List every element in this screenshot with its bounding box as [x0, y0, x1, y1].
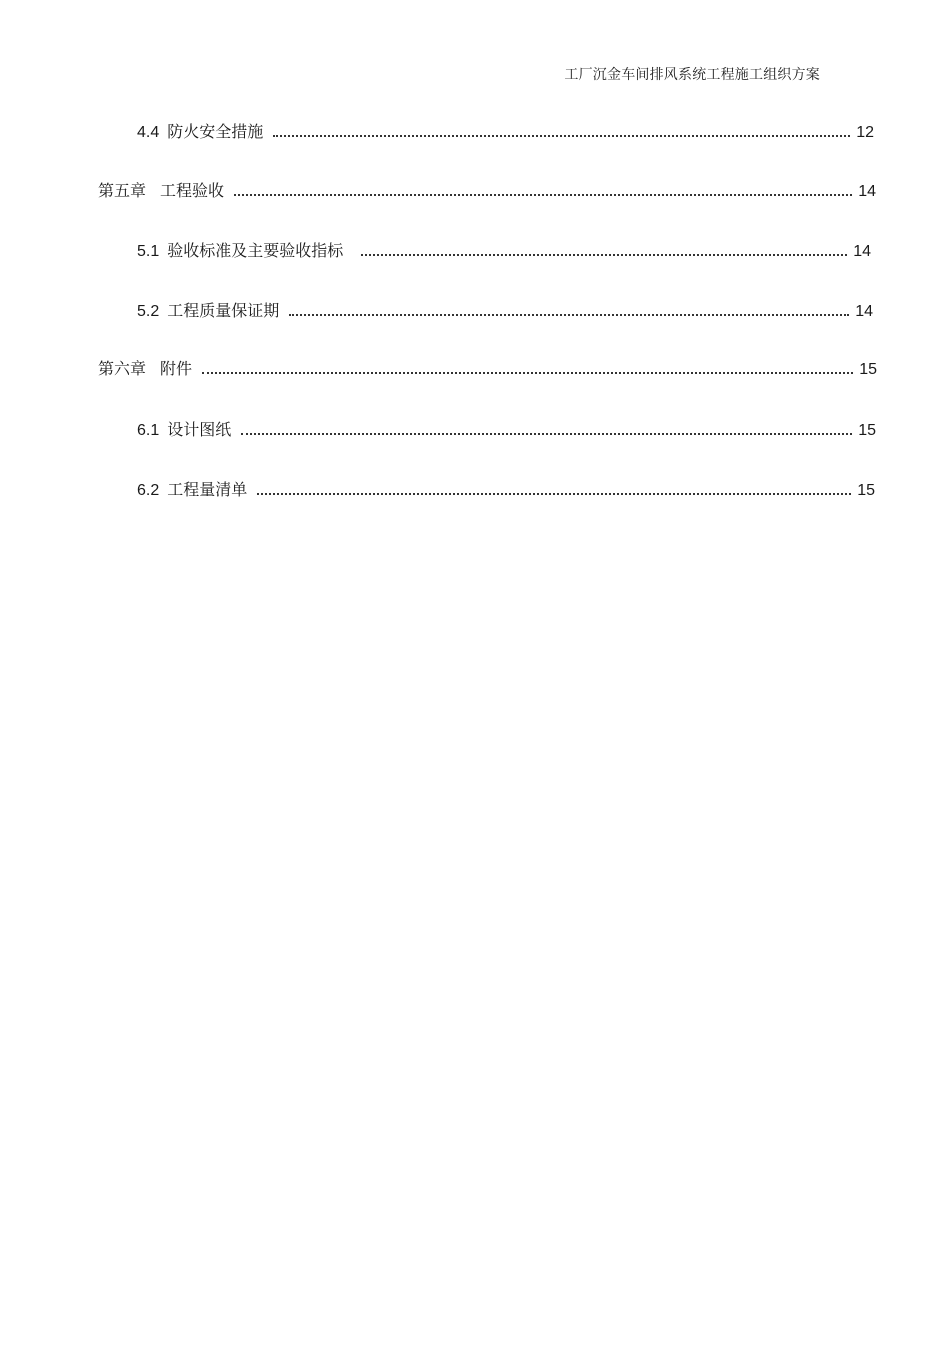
toc-entry-6-1[interactable]: [137, 419, 876, 441]
toc-entry-page: 14: [855, 303, 873, 320]
toc-entry-label: [137, 480, 257, 501]
dot-leader: [289, 300, 849, 316]
toc-entry-page: 14: [853, 243, 871, 260]
toc-entry-page: 15: [857, 482, 875, 499]
toc-entry-chapter-prefix: 第六章: [98, 359, 147, 378]
toc-entry-5-2[interactable]: [137, 300, 873, 322]
toc-entry-number: 4.4: [137, 124, 160, 141]
dot-leader: [234, 180, 852, 196]
toc-entry-title: 工程验收: [160, 181, 225, 200]
toc-entry-number: 6.2: [137, 482, 160, 499]
dot-leader: [361, 240, 847, 256]
toc-entry-label: [137, 122, 273, 143]
toc-entry-title: 设计图纸: [167, 420, 232, 439]
toc-entry-page: 15: [858, 422, 876, 439]
running-header: 工厂沉金车间排风系统工程施工组织方案: [564, 67, 820, 83]
toc-entry-title: 防火安全措施: [167, 122, 264, 141]
toc-entry-title: 附件: [160, 359, 193, 378]
toc-entry-4-4[interactable]: [137, 121, 874, 143]
toc-entry-label: [137, 420, 241, 441]
toc-entry-title: 验收标准及主要验收指标: [167, 241, 344, 260]
toc-entry-chapter-5[interactable]: [98, 180, 876, 202]
toc-entry-label: [98, 359, 202, 379]
toc-entry-label: [137, 301, 289, 322]
toc-entry-page: 15: [859, 361, 877, 378]
dot-leader: [273, 121, 850, 137]
toc-entry-page: 12: [856, 124, 874, 141]
toc-entry-number: 5.2: [137, 303, 160, 320]
toc-entry-chapter-6[interactable]: [98, 358, 877, 380]
toc-entry-label: [98, 181, 234, 201]
toc-entry-number: 5.1: [137, 243, 160, 260]
toc-entry-label: [137, 241, 361, 262]
dot-leader: [241, 419, 852, 435]
dot-leader: [202, 358, 853, 374]
toc-entry-6-2[interactable]: [137, 479, 875, 501]
toc-entry-chapter-prefix: 第五章: [98, 181, 147, 200]
toc-entry-title: 工程量清单: [167, 480, 248, 499]
toc-entry-title: 工程质量保证期: [167, 301, 280, 320]
toc-entry-page: 14: [858, 183, 876, 200]
toc-entry-5-1[interactable]: [137, 240, 871, 262]
dot-leader: [257, 479, 851, 495]
toc-entry-number: 6.1: [137, 422, 160, 439]
